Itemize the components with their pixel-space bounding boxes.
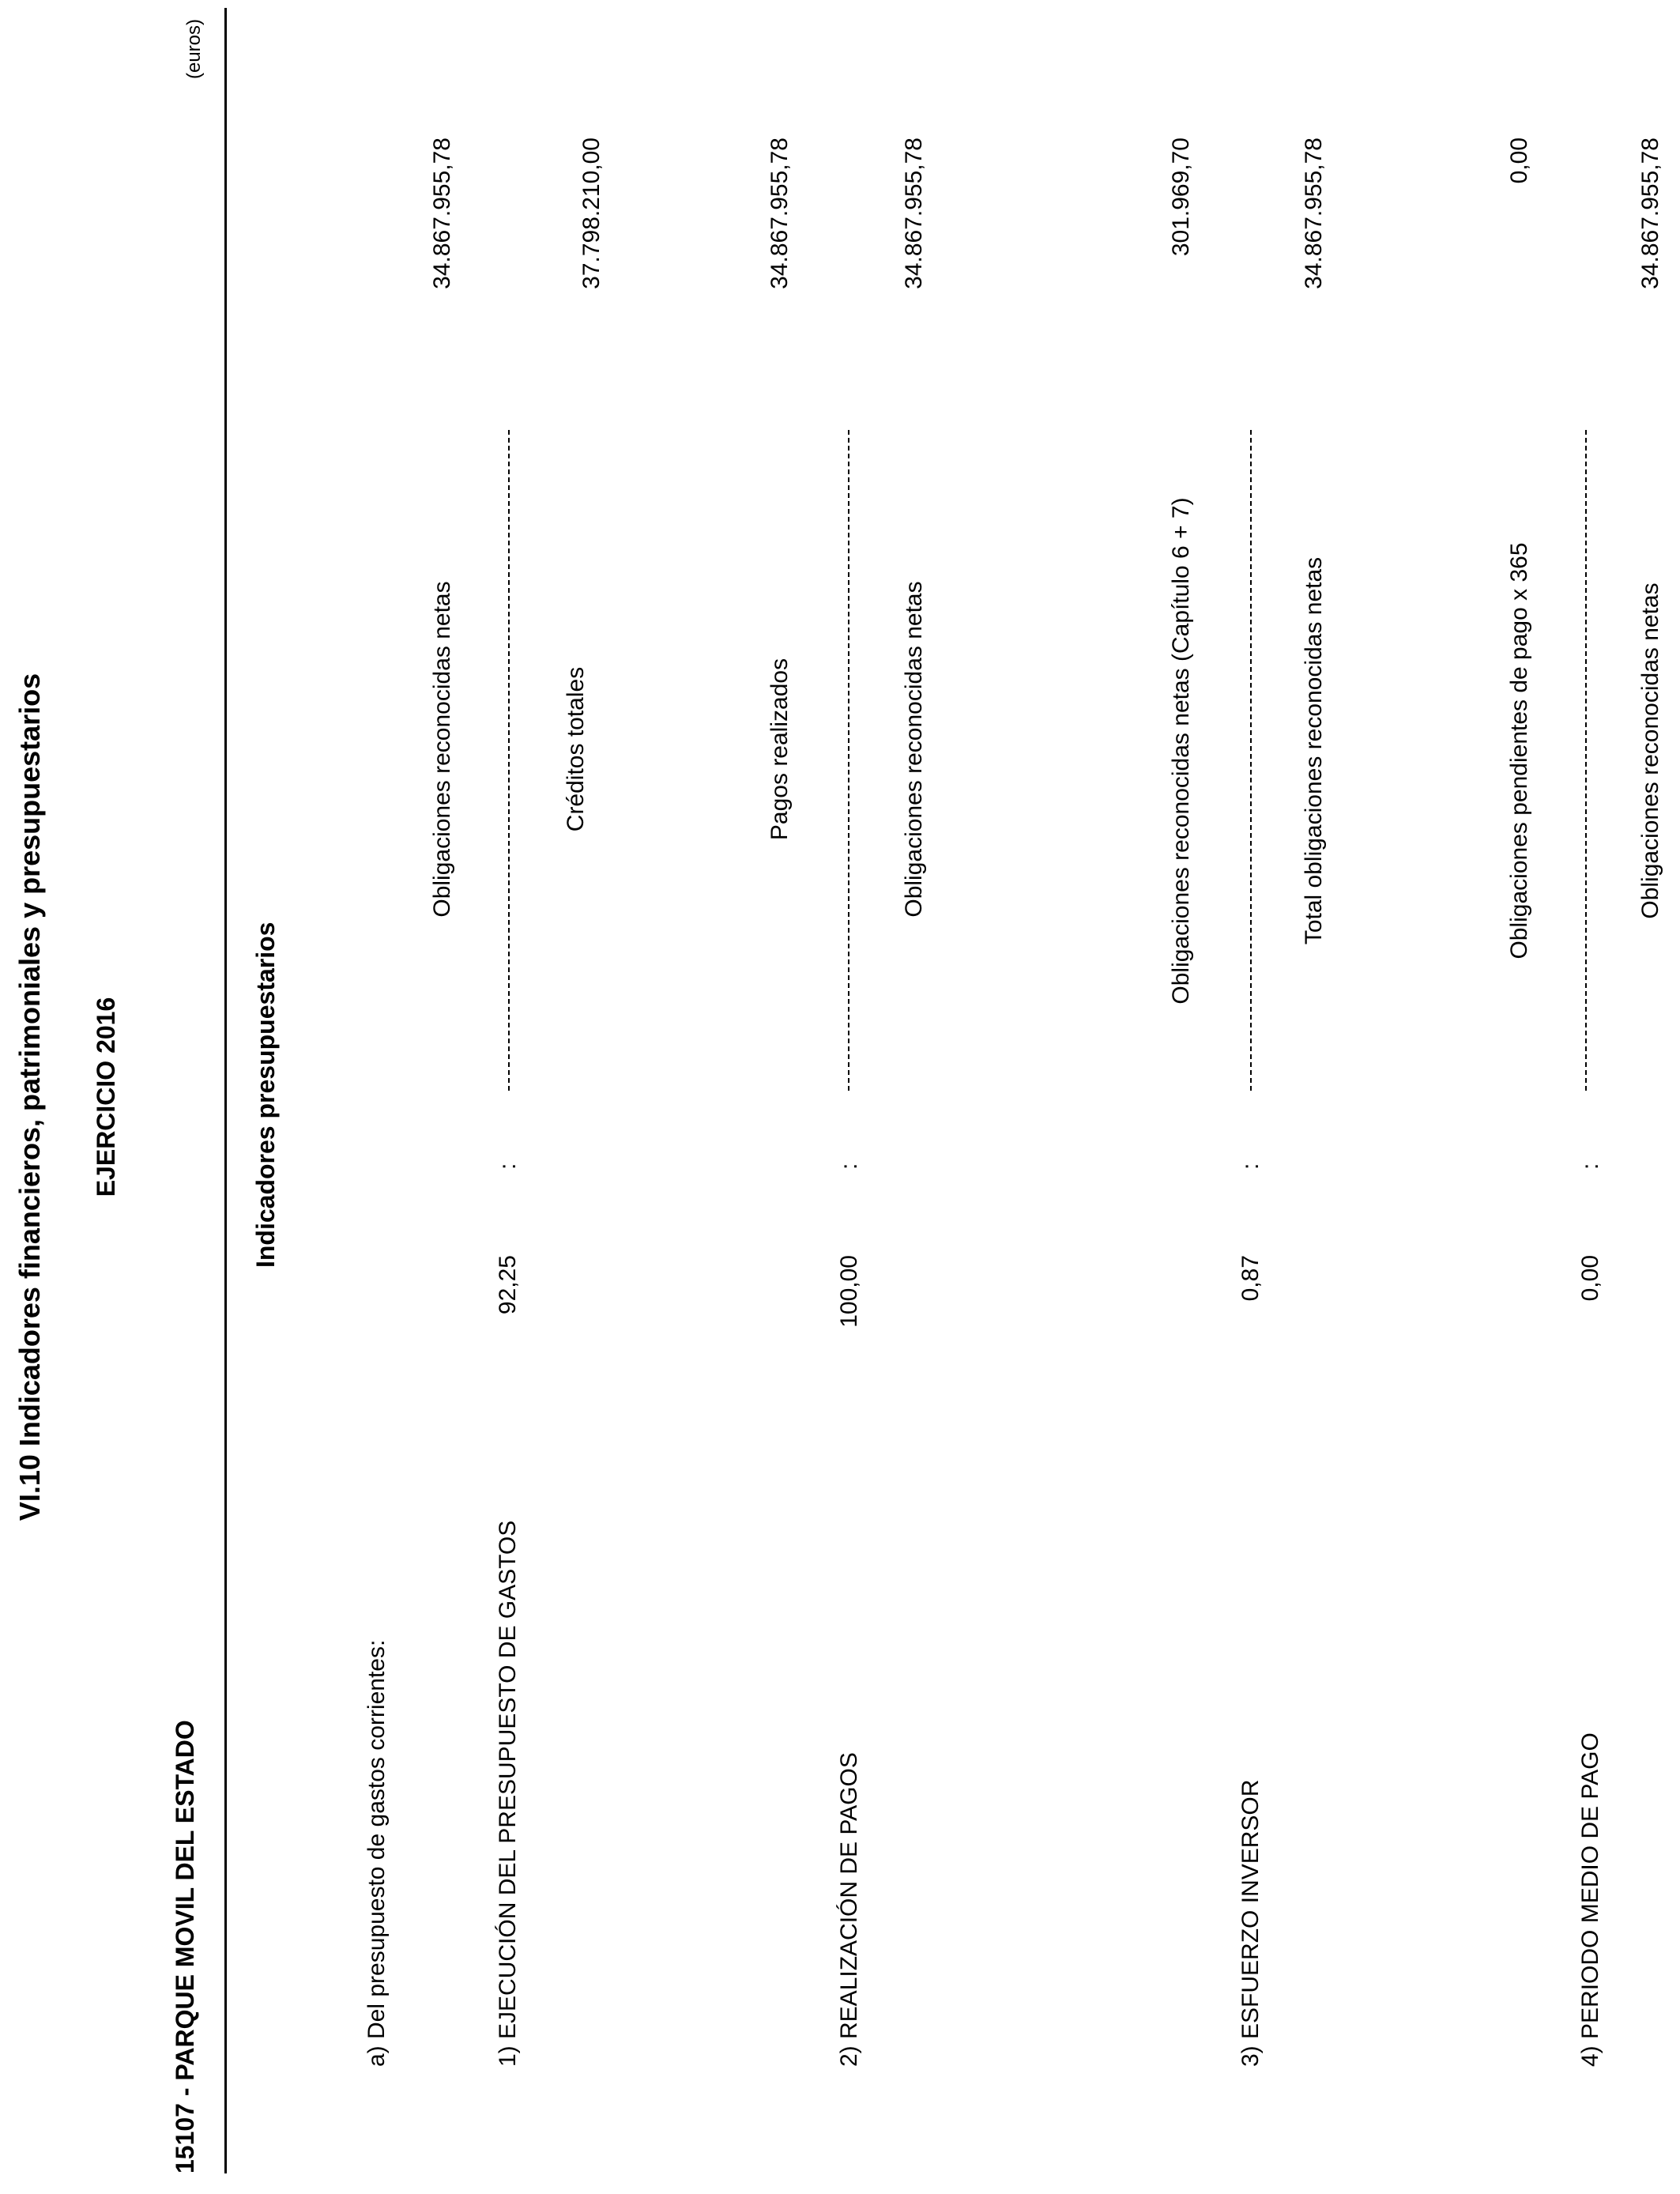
fraction-line xyxy=(1250,430,1252,1091)
indicator-label: 1) EJECUCIÓN DEL PRESUPUESTO DE GASTOS xyxy=(495,1520,521,2067)
indicator-value: 0,00 xyxy=(1577,1255,1603,1302)
indicator-colon: : xyxy=(1577,1163,1603,1170)
denominator-value: 34.867.955,78 xyxy=(901,138,927,289)
denominator-label: Obligaciones reconocidas netas xyxy=(1637,582,1663,919)
numerator-label: Obligaciones pendientes de pago x 365 xyxy=(1506,542,1532,959)
denominator-value: 34.867.955,78 xyxy=(1637,138,1663,289)
report-title: VI.10 Indicadores financieros, patrimoniales y presupuestarios xyxy=(13,673,46,1521)
fraction-line xyxy=(848,430,849,1091)
denominator-value: 37.798.210,00 xyxy=(578,138,605,289)
indicator-colon: : xyxy=(1237,1163,1264,1170)
section-heading: Indicadores presupuestarios xyxy=(251,922,280,1268)
numerator-value: 34.867.955,78 xyxy=(429,138,455,289)
numerator-label: Obligaciones reconocidas netas (Capítulo 6 + 7) xyxy=(1168,497,1194,1005)
denominator-label: Créditos totales xyxy=(563,666,589,832)
denominator-label: Obligaciones reconocidas netas xyxy=(901,581,927,918)
numerator-value: 301.969,70 xyxy=(1168,138,1194,257)
denominator-label: Total obligaciones reconocidas netas xyxy=(1301,556,1327,945)
header-rule xyxy=(224,8,227,2173)
indicator-label: 3) ESFUERZO INVERSOR xyxy=(1237,1779,1264,2067)
numerator-value: 0,00 xyxy=(1506,138,1532,184)
entity-name: 15107 - PARQUE MOVIL DEL ESTADO xyxy=(171,1720,199,2173)
numerator-label: Pagos realizados xyxy=(767,658,793,841)
ejercicio-label: EJERCICIO 2016 xyxy=(92,997,120,1197)
numerator-value: 34.867.955,78 xyxy=(767,138,793,289)
fraction-line xyxy=(1585,430,1587,1091)
indicator-value: 92,25 xyxy=(495,1255,521,1315)
indicator-value: 100,00 xyxy=(836,1255,862,1328)
fraction-line xyxy=(508,430,510,1091)
indicator-colon: : xyxy=(836,1163,862,1170)
denominator-value: 34.867.955,78 xyxy=(1301,138,1327,289)
numerator-label: Obligaciones reconocidas netas xyxy=(429,581,455,918)
indicator-colon: : xyxy=(495,1163,521,1170)
indicator-label: 2) REALIZACIÓN DE PAGOS xyxy=(836,1752,862,2067)
section-subheading: a) Del presupuesto de gastos corrientes: xyxy=(363,1639,390,2067)
units-label: (euros) xyxy=(183,18,205,79)
indicator-label: 4) PERIODO MEDIO DE PAGO xyxy=(1577,1732,1603,2067)
indicator-value: 0,87 xyxy=(1237,1255,1264,1302)
